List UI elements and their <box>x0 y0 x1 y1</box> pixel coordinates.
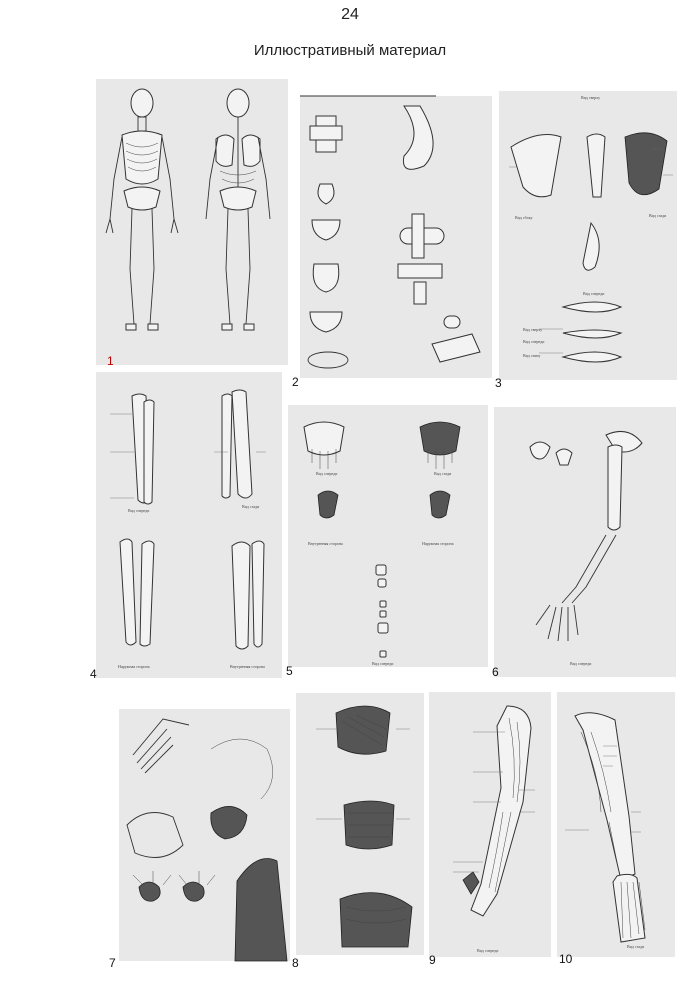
figure-4-label: 4 <box>90 667 97 681</box>
figure-3-note-5: Вид сверху <box>523 327 543 332</box>
hand-bones-illustration <box>288 405 488 667</box>
figure-2-label: 2 <box>292 375 299 389</box>
figure-3-plate <box>495 91 677 390</box>
figure-10-plate <box>557 692 675 966</box>
figure-5-note-1: Вид спереди <box>316 471 338 476</box>
skeleton-illustration <box>96 79 288 368</box>
figure-3-note-2: Вид сзади <box>649 213 667 218</box>
arm-muscles-front-illustration <box>429 692 551 957</box>
figure-9-label: 9 <box>429 953 436 967</box>
figure-4-plate <box>90 372 282 681</box>
figure-5-note-3: Внутренняя сторона <box>308 541 343 546</box>
figure-1-label: 1 <box>107 354 114 368</box>
shoulder-muscles-illustration <box>296 693 424 955</box>
figure-5-note-5: Вид спереди <box>372 661 394 666</box>
figure-7-label: 7 <box>109 956 116 970</box>
figure-5-plate <box>286 405 488 678</box>
figure-3-note-7: Вид снизу <box>523 353 541 358</box>
figure-3-note-6: Вид спереди <box>523 339 545 344</box>
figure-8-plate <box>292 693 424 970</box>
forearm-bones-illustration <box>96 372 282 678</box>
figure-5-note-2: Вид сзади <box>434 471 452 476</box>
arm-muscles-back-illustration <box>557 692 675 957</box>
arm-skeleton-illustration <box>494 407 676 677</box>
figure-4-note-1: Вид спереди <box>128 508 150 513</box>
figure-9-plate <box>429 692 551 967</box>
hand-sketches-illustration <box>119 709 290 961</box>
figure-4-note-4: Внутренняя сторона <box>230 664 265 669</box>
figure-8-label: 8 <box>292 956 299 970</box>
figure-3-note-1: Вид сбоку <box>515 215 533 220</box>
figure-6-label: 6 <box>492 665 499 679</box>
figure-5-label: 5 <box>286 664 293 678</box>
figure-10-label: 10 <box>559 952 573 966</box>
page-caption: Иллюстративный материал <box>253 42 447 59</box>
figure-3-note-4: Вид сверху <box>581 95 601 100</box>
figure-4-note-2: Вид сзади <box>242 504 260 509</box>
figure-1-plate <box>96 79 288 368</box>
shoulder-girdle-illustration <box>499 91 677 380</box>
figure-5-note-4: Наружная сторона <box>422 541 454 546</box>
figure-9-note-1: Вид спереди <box>477 948 499 953</box>
figure-2-plate <box>292 96 492 389</box>
figure-6-plate <box>494 407 676 677</box>
figure-7-plate <box>109 709 290 970</box>
page-number: 24 <box>341 6 359 23</box>
figure-10-note-1: Вид сзади <box>627 944 645 949</box>
figure-4-note-3: Наружная сторона <box>118 664 150 669</box>
figure-6-note-1: Вид спереди <box>570 661 592 666</box>
figure-3-label: 3 <box>495 376 502 390</box>
joint-shapes-illustration <box>300 96 492 378</box>
figure-3-note-3: Вид спереди <box>583 291 605 296</box>
